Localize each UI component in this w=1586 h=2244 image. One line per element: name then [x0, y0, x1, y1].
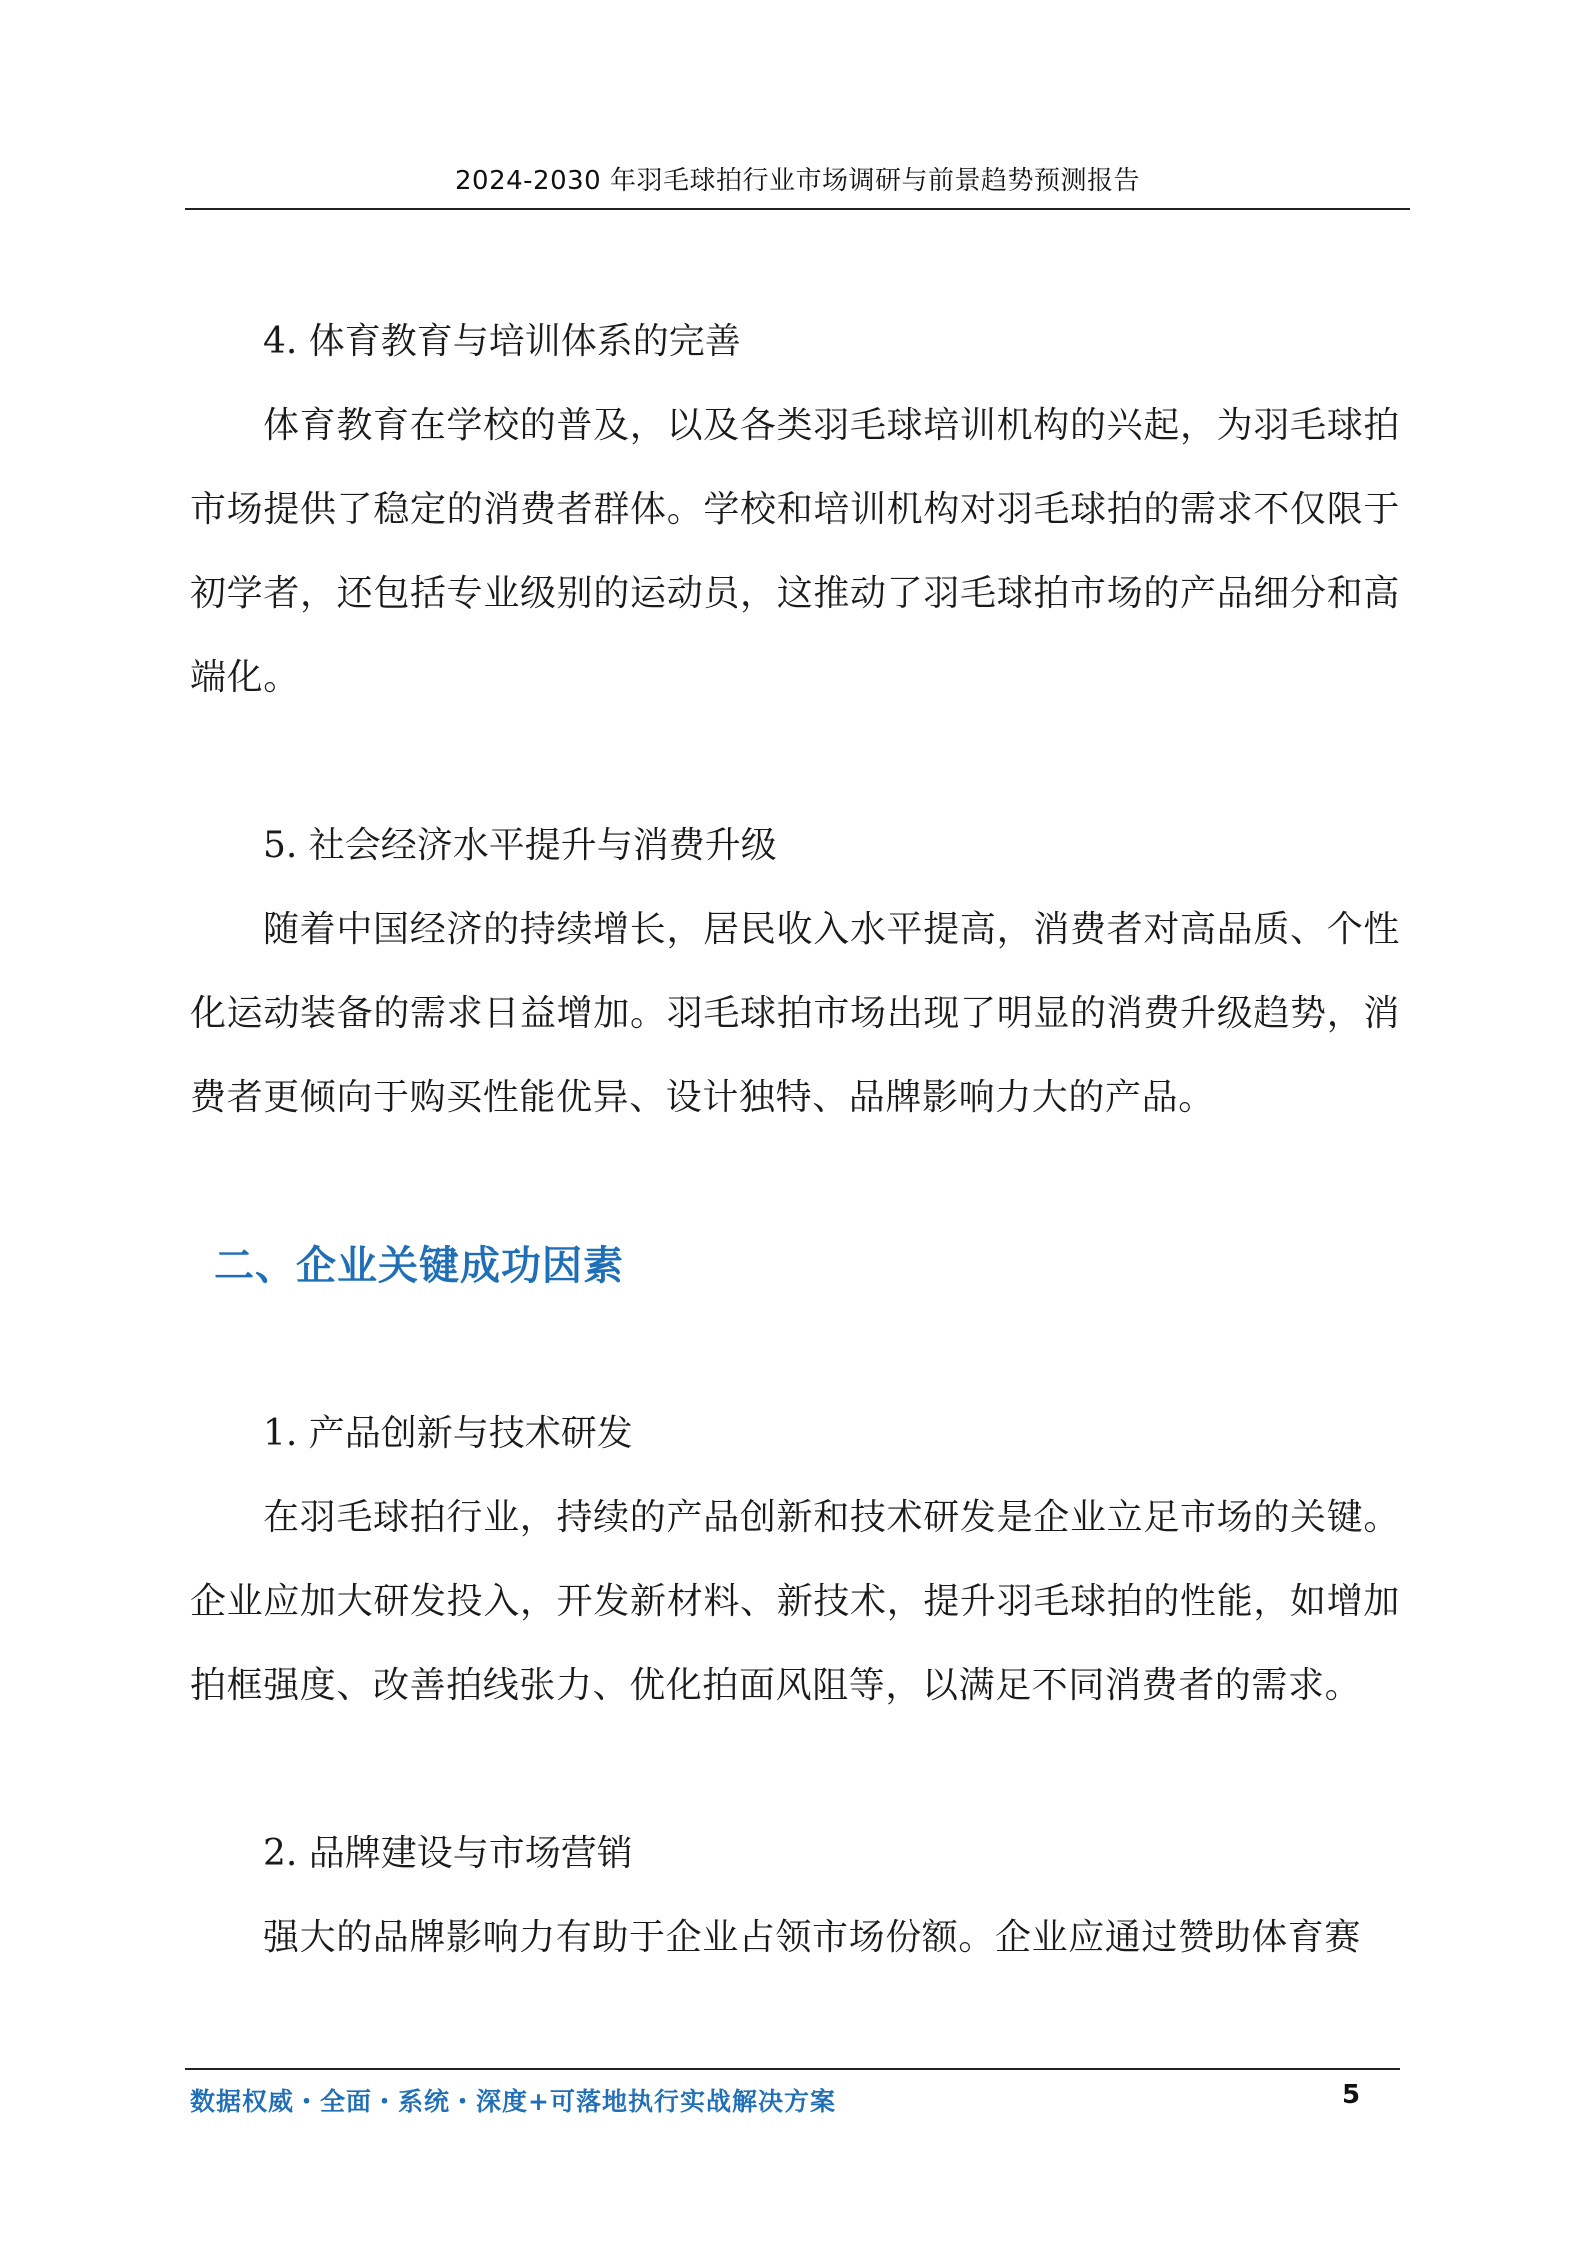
section-2-heading: 二、企业关键成功因素 [214, 1243, 624, 1289]
report-title: 2024-2030 年羽毛球拍行业市场调研与前景趋势预测报告 [455, 166, 1140, 196]
item-5-paragraph: 随着中国经济的持续增长，居民收入水平提高，消费者对高品质、个性化运动装备的需求日益增加。羽毛球拍市场出现了明显的消费升级趋势，消费者更倾向于购买性能优异、设计独特、品牌影响力大的产品。 [190, 909, 1400, 1118]
item-5-heading: 5. 社会经济水平提升与消费升级 [263, 825, 777, 866]
item-4-paragraph: 体育教育在学校的普及，以及各类羽毛球培训机构的兴起，为羽毛球拍市场提供了稳定的消费者群体。学校和培训机构对羽毛球拍的需求不仅限于初学者，还包括专业级别的运动员，这推动了羽毛球拍市场的产品细分和高端化。 [190, 405, 1400, 698]
section-2-item-1-paragraph: 在羽毛球拍行业，持续的产品创新和技术研发是企业立足市场的关键。企业应加大研发投入，开发新材料、新技术，提升羽毛球拍的性能，如增加拍框强度、改善拍线张力、优化拍面风阻等，以满足不同消费者的需求。 [190, 1497, 1400, 1706]
header-divider [185, 208, 1410, 210]
page-number: 5 [1342, 2080, 1361, 2110]
footer-slogan: 数据权威・全面・系统・深度+可落地执行实战解决方案 [190, 2087, 836, 2116]
section-2-item-2-paragraph: 强大的品牌影响力有助于企业占领市场份额。企业应通过赞助体育赛 [263, 1917, 1362, 1958]
section-2-item-2-heading: 2. 品牌建设与市场营销 [263, 1833, 633, 1874]
spacer [190, 1140, 1400, 1224]
footer-divider [185, 2068, 1400, 2070]
spacer [190, 720, 1400, 804]
spacer [190, 1728, 1400, 1812]
page-body [190, 300, 1400, 1980]
section-2-item-1-heading: 1. 产品创新与技术研发 [263, 1413, 633, 1454]
item-4-heading: 4. 体育教育与培训体系的完善 [263, 321, 741, 362]
spacer [190, 1308, 1400, 1392]
